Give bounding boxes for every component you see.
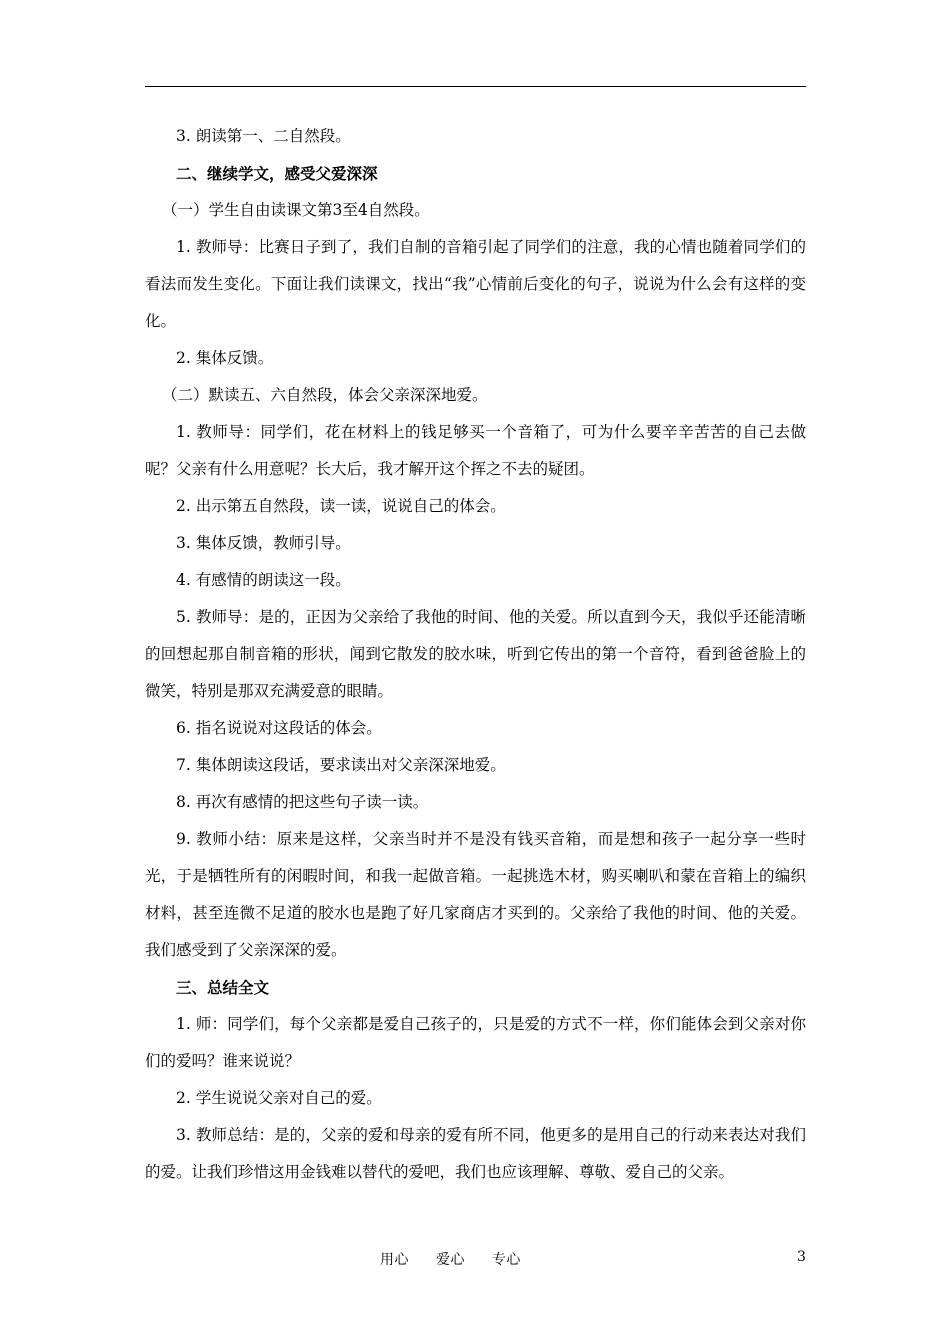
paragraph: 9. 教师小结：原来是这样，父亲当时并不是没有钱买音箱，而是想和孩子一起分享一些时光，于是牺牲所有的闲暇时间，和我一起做音箱。一起挑选木材，购买喇叭和蒙在音箱上的编织材料，甚至连微不足道的胶水也是跑了好几家商店才买到的。父亲给了我他的时间、他的关爱。我们感受到了父亲深深的爱。 <box>145 830 806 959</box>
section-heading: 三、总结全文 <box>176 978 270 997</box>
paragraph: 3. 朗读第一、二自然段。 <box>176 127 351 145</box>
paragraph: 2. 集体反馈。 <box>176 349 274 367</box>
footer-word: 用心 <box>380 1252 409 1268</box>
paragraph: 1. 师：同学们，每个父亲都是爱自己孩子的，只是爱的方式不一样，你们能体会到父亲对你们的爱吗？谁来说说？ <box>145 1015 806 1070</box>
paragraph: 1. 教师导：比赛日子到了，我们自制的音箱引起了同学们的注意，我的心情也随着同学们的看法而发生变化。下面让我们读课文，找出“我”心情前后变化的句子，说说为什么会有这样的变化。 <box>145 238 806 330</box>
paragraph: 7. 集体朗读这段话，要求读出对父亲深深地爱。 <box>176 756 506 774</box>
section-heading: 二、继续学文，感受父爱深深 <box>176 164 378 183</box>
subsection-heading: （二）默读五、六自然段，体会父亲深深地爱。 <box>162 386 488 404</box>
page-number: 3 <box>797 1249 806 1265</box>
paragraph: 3. 教师总结：是的，父亲的爱和母亲的爱有所不同，他更多的是用自己的行动来表达对我们的爱。让我们珍惜这用金钱难以替代的爱吧，我们也应该理解、尊敬、爱自己的父亲。 <box>145 1126 806 1181</box>
footer-motto <box>380 1249 543 1269</box>
paragraph: 1. 教师导：同学们，花在材料上的钱足够买一个音箱了，可为什么要辛辛苦苦的自己去做呢？父亲有什么用意呢？长大后，我才解开这个挥之不去的疑团。 <box>145 423 806 478</box>
paragraph: 4. 有感情的朗读这一段。 <box>176 571 351 589</box>
document-body <box>145 118 806 1191</box>
paragraph: 5. 教师导：是的，正因为父亲给了我他的时间、他的关爱。所以直到今天，我似乎还能清晰的回想起那自制音箱的形状，闻到它散发的胶水味，听到它传出的第一个音符，看到爸爸脸上的微笑，特别是那双充满爱意的眼睛。 <box>145 608 806 700</box>
paragraph: 2. 学生说说父亲对自己的爱。 <box>176 1089 382 1107</box>
subsection-heading: （一）学生自由读课文第3至4自然段。 <box>162 201 430 219</box>
footer-word: 爱心 <box>435 1252 465 1268</box>
paragraph: 2. 出示第五自然段，读一读，说说自己的体会。 <box>176 497 506 515</box>
paragraph: 8. 再次有感情的把这些句子读一读。 <box>176 793 429 811</box>
header-rule <box>145 86 806 87</box>
footer-word: 专心 <box>491 1252 521 1268</box>
paragraph: 6. 指名说说对这段话的体会。 <box>176 719 382 737</box>
paragraph: 3. 集体反馈，教师引导。 <box>176 534 351 552</box>
